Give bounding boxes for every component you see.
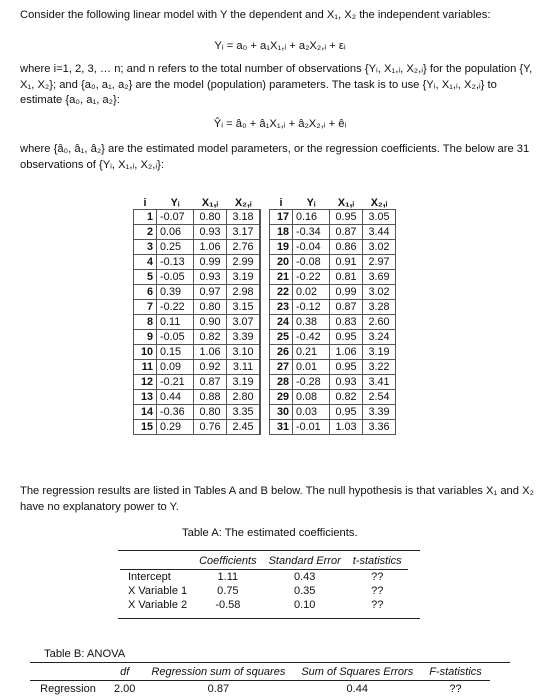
row-index: 1 — [134, 210, 157, 225]
x1-value: 0.93 — [194, 270, 227, 285]
table-row — [120, 570, 408, 585]
x1-value: 0.80 — [194, 210, 227, 225]
header-x1: X₁,ᵢ — [201, 196, 219, 209]
row-index: 6 — [134, 285, 157, 300]
row-index: 21 — [270, 270, 293, 285]
row-index: 20 — [270, 255, 293, 270]
y-value: 0.29 — [157, 420, 194, 435]
row-index: 11 — [134, 360, 157, 375]
where-paragraph-2: where {â₀, â₁, â₂} are the estimated model parameters, or the regression coefficients. The below are 31 observations of {Yᵢ, X₁,ᵢ, X₂,ᵢ}: — [20, 143, 530, 171]
x1-value: 1.06 — [194, 345, 227, 360]
y-value: -0.34 — [293, 225, 330, 240]
header-i: i — [279, 196, 283, 209]
table-b-header — [30, 664, 106, 681]
table-b-cell: 2.00 — [114, 683, 136, 695]
x2-value: 3.02 — [363, 285, 396, 300]
x1-value: 0.87 — [330, 225, 363, 240]
x2-value: 3.36 — [363, 420, 396, 435]
row-index: 25 — [270, 330, 293, 345]
header-y: Yᵢ — [170, 196, 180, 209]
table-row — [134, 345, 396, 360]
x1-value: 0.93 — [330, 375, 363, 390]
y-value: -0.04 — [293, 240, 330, 255]
table-row — [134, 420, 396, 435]
x2-value: 2.76 — [227, 240, 261, 255]
row-index: 9 — [134, 330, 157, 345]
row-index: 17 — [270, 210, 293, 225]
x1-value: 0.80 — [194, 405, 227, 420]
x1-value: 0.99 — [330, 285, 363, 300]
y-value: 0.16 — [293, 210, 330, 225]
x2-value: 3.35 — [227, 405, 261, 420]
table-row — [134, 225, 396, 240]
x1-value: 0.92 — [194, 360, 227, 375]
x2-value: 3.24 — [363, 330, 396, 345]
row-index: 12 — [134, 375, 157, 390]
table-row — [134, 300, 396, 315]
table-a-cell: 0.10 — [293, 599, 316, 611]
row-index: 29 — [270, 390, 293, 405]
header-y: Yᵢ — [306, 196, 316, 209]
table-row — [134, 255, 396, 270]
table-a-cell: 0.35 — [293, 585, 316, 597]
y-value: 0.11 — [157, 315, 194, 330]
row-index: 3 — [134, 240, 157, 255]
x1-value: 0.86 — [330, 240, 363, 255]
row-index: 15 — [134, 420, 157, 435]
table-row — [134, 315, 396, 330]
y-value: -0.07 — [157, 210, 194, 225]
x2-value: 3.15 — [227, 300, 261, 315]
table-row — [134, 285, 396, 300]
table-a-cell: Intercept — [128, 571, 171, 583]
y-value: -0.42 — [293, 330, 330, 345]
observations-table — [133, 196, 396, 435]
x2-value: 3.18 — [227, 210, 261, 225]
y-value: 0.03 — [293, 405, 330, 420]
y-value: -0.13 — [157, 255, 194, 270]
x2-value: 2.99 — [227, 255, 261, 270]
x2-value: 3.19 — [363, 345, 396, 360]
table-row — [120, 584, 408, 598]
table-a-header: t-statistics — [347, 553, 408, 570]
x1-value: 0.99 — [194, 255, 227, 270]
x2-value: 2.98 — [227, 285, 261, 300]
table-row — [120, 598, 408, 612]
table-a-cell: -0.58 — [215, 599, 241, 611]
intro-text: Consider the following linear model with Y the dependent and X₁, X₂ the independent variables: — [20, 9, 491, 21]
x1-value: 0.80 — [194, 300, 227, 315]
x2-value: 2.80 — [227, 390, 261, 405]
table-a-cell: ?? — [371, 599, 384, 611]
header-x1: X₁,ᵢ — [337, 196, 355, 209]
y-value: -0.22 — [293, 270, 330, 285]
table-row — [134, 360, 396, 375]
row-index: 31 — [270, 420, 293, 435]
y-value: 0.02 — [293, 285, 330, 300]
table-row — [134, 270, 396, 285]
x1-value: 0.91 — [330, 255, 363, 270]
row-index: 18 — [270, 225, 293, 240]
row-index: 14 — [134, 405, 157, 420]
x2-value: 3.07 — [227, 315, 261, 330]
table-b-cell: 0.44 — [346, 683, 368, 695]
y-value: -0.12 — [293, 300, 330, 315]
y-value: 0.44 — [157, 390, 194, 405]
table-b-caption: Table B: ANOVA — [44, 648, 126, 660]
table-a-cell: 1.11 — [217, 571, 239, 583]
table-b-header: F-statistics — [421, 664, 490, 681]
table-row — [134, 330, 396, 345]
y-value: -0.08 — [293, 255, 330, 270]
anova-table — [30, 664, 490, 697]
table-row — [134, 240, 396, 255]
table-row — [30, 681, 490, 698]
row-index: 8 — [134, 315, 157, 330]
table-a-caption: Table A: The estimated coefficients. — [182, 527, 358, 539]
row-index: 19 — [270, 240, 293, 255]
x1-value: 0.87 — [330, 300, 363, 315]
y-value: 0.01 — [293, 360, 330, 375]
table-a-cell: 0.75 — [217, 585, 239, 597]
x2-value: 3.28 — [363, 300, 396, 315]
x2-value: 3.10 — [227, 345, 261, 360]
table-b-cell: ?? — [449, 683, 462, 695]
row-index: 24 — [270, 315, 293, 330]
estimated-equation: Ŷᵢ = â₀ + â₁X₁,ᵢ + â₂X₂,ᵢ + êᵢ — [213, 118, 347, 130]
y-value: 0.06 — [157, 225, 194, 240]
table-row — [134, 390, 396, 405]
table-b-header: Regression sum of squares — [143, 664, 293, 681]
x2-value: 3.19 — [227, 375, 261, 390]
x1-value: 1.03 — [330, 420, 363, 435]
x2-value: 3.22 — [363, 360, 396, 375]
table-a-cell: ?? — [371, 571, 384, 583]
row-index: 5 — [134, 270, 157, 285]
row-index: 2 — [134, 225, 157, 240]
table-a-header — [120, 553, 193, 570]
table-b-cell: Regression — [40, 683, 96, 695]
model-equation: Yᵢ = a₀ + a₁X₁,ᵢ + a₂X₂,ᵢ + εᵢ — [214, 40, 346, 52]
table-row — [134, 375, 396, 390]
where-paragraph-1: where i=1, 2, 3, … n; and n refers to the total number of observations {Yᵢ, X₁,ᵢ, X₂,ᵢ} for the population {Y, X₁, X₂}; and {a₀, a₁, a₂} are the model (population) parameters. The task is to use {Yᵢ, X₁,ᵢ, X₂,ᵢ} to estimate {a₀, a₁, a₂}: — [20, 63, 533, 106]
x1-value: 0.95 — [330, 360, 363, 375]
table-a-top-rule — [118, 550, 420, 551]
x1-value: 0.82 — [330, 390, 363, 405]
x2-value: 3.39 — [363, 405, 396, 420]
coefficients-table — [120, 553, 408, 612]
x1-value: 1.06 — [330, 345, 363, 360]
y-value: 0.08 — [293, 390, 330, 405]
x2-value: 3.69 — [363, 270, 396, 285]
y-value: 0.15 — [157, 345, 194, 360]
y-value: 0.21 — [293, 345, 330, 360]
x1-value: 1.06 — [194, 240, 227, 255]
y-value: 0.38 — [293, 315, 330, 330]
x1-value: 0.93 — [194, 225, 227, 240]
header-x2: X₂,ᵢ — [370, 196, 388, 209]
y-value: -0.28 — [293, 375, 330, 390]
regression-paragraph: The regression results are listed in Tables A and B below. The null hypothesis is that variables X₁ and X₂ have no explanatory power to Y. — [20, 485, 534, 513]
y-value: 0.09 — [157, 360, 194, 375]
x2-value: 3.19 — [227, 270, 261, 285]
x1-value: 0.90 — [194, 315, 227, 330]
table-a-cell: ?? — [371, 585, 384, 597]
x2-value: 3.44 — [363, 225, 396, 240]
table-a-header: Coefficients — [193, 553, 262, 570]
x1-value: 0.95 — [330, 405, 363, 420]
table-b-header: Sum of Squares Errors — [293, 664, 421, 681]
row-index: 26 — [270, 345, 293, 360]
x1-value: 0.82 — [194, 330, 227, 345]
x2-value: 3.17 — [227, 225, 261, 240]
y-value: -0.05 — [157, 330, 194, 345]
table-a-cell: X Variable 1 — [128, 585, 188, 597]
x1-value: 0.83 — [330, 315, 363, 330]
table-b-header: df — [106, 664, 143, 681]
table-a-bottom-rule — [118, 618, 420, 619]
row-index: 10 — [134, 345, 157, 360]
x2-value: 2.60 — [363, 315, 396, 330]
y-value: -0.21 — [157, 375, 194, 390]
x2-value: 3.05 — [363, 210, 396, 225]
header-i: i — [143, 196, 147, 209]
table-b-top-rule — [30, 662, 510, 663]
y-value: -0.01 — [293, 420, 330, 435]
x1-value: 0.81 — [330, 270, 363, 285]
y-value: -0.05 — [157, 270, 194, 285]
x1-value: 0.87 — [194, 375, 227, 390]
row-index: 30 — [270, 405, 293, 420]
table-row — [134, 405, 396, 420]
table-a-header: Standard Error — [263, 553, 347, 570]
x1-value: 0.76 — [194, 420, 227, 435]
table-b-cell: 0.87 — [207, 683, 230, 695]
x1-value: 0.97 — [194, 285, 227, 300]
x2-value: 3.41 — [363, 375, 396, 390]
y-value: 0.39 — [157, 285, 194, 300]
table-row — [134, 210, 396, 225]
x2-value: 2.45 — [227, 420, 261, 435]
x2-value: 3.11 — [227, 360, 261, 375]
x1-value: 0.95 — [330, 330, 363, 345]
row-index: 4 — [134, 255, 157, 270]
table-a-cell: 0.43 — [293, 571, 316, 583]
row-index: 28 — [270, 375, 293, 390]
y-value: -0.22 — [157, 300, 194, 315]
x2-value: 3.39 — [227, 330, 261, 345]
row-index: 27 — [270, 360, 293, 375]
x2-value: 2.54 — [363, 390, 396, 405]
row-index: 7 — [134, 300, 157, 315]
row-index: 23 — [270, 300, 293, 315]
x1-value: 0.88 — [194, 390, 227, 405]
table-a-cell: X Variable 2 — [128, 599, 188, 611]
row-index: 22 — [270, 285, 293, 300]
row-index: 13 — [134, 390, 157, 405]
y-value: 0.25 — [157, 240, 194, 255]
y-value: -0.36 — [157, 405, 194, 420]
x2-value: 3.02 — [363, 240, 396, 255]
x2-value: 2.97 — [363, 255, 396, 270]
x1-value: 0.95 — [330, 210, 363, 225]
header-x2: X₂,ᵢ — [234, 196, 252, 209]
